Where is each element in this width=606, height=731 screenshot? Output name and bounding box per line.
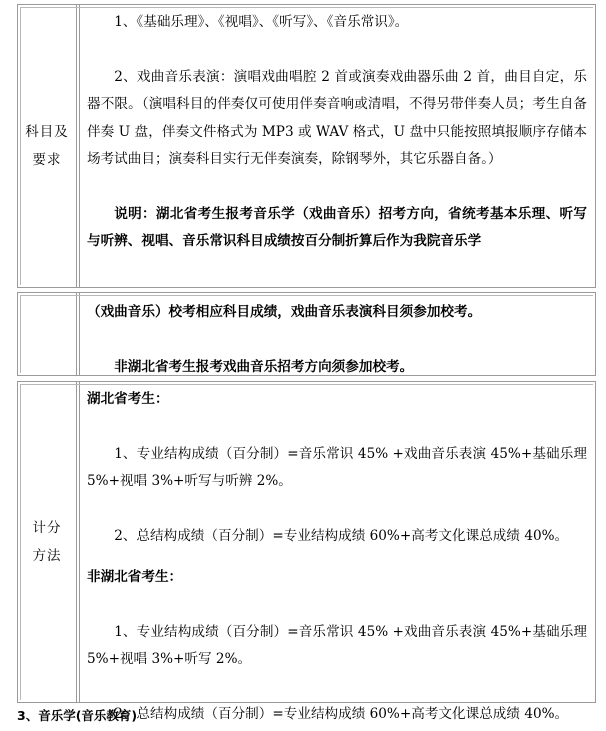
row-label-scoring-method xyxy=(18,382,76,702)
paragraph-spacer xyxy=(87,496,587,523)
heading-hubei-candidates: 湖北省考生： xyxy=(87,391,169,407)
formula-non-hubei-total-score: 2、总结构成绩（百分制）=专业结构成绩 60%+高考文化课总成绩 40%。 xyxy=(114,705,569,722)
paragraph-school-exam-subjects: （戏曲音乐）校考相应科目成绩，戏曲音乐表演科目须参加校考。 xyxy=(87,304,482,320)
row-label-blank xyxy=(18,293,76,375)
row-content-scoring-method xyxy=(81,382,595,722)
row-label-line-1: 科目及 xyxy=(25,124,69,140)
row-label-line-1: 计分 xyxy=(32,520,62,536)
column-divider xyxy=(76,5,81,287)
paragraph-explanation-hubei: 说明：湖北省考生报考音乐学（戏曲音乐）招考方向，省统考基本乐理、听写与听辨、视唱、音乐常识科目成绩按百分制折算后作为我院音乐学 xyxy=(87,205,587,249)
paragraph-spacer xyxy=(87,174,587,201)
row-label-line-2: 要求 xyxy=(32,152,62,168)
row-content-subjects-and-requirements xyxy=(81,5,595,287)
paragraph-opera-music-performance: 2、戏曲音乐表演：演唱戏曲唱腔 2 首或演奏戏曲器乐曲 2 首，曲目自定，乐器不限。（演唱科目的伴奏仅可使用伴奏音响或清唱，不得另带伴奏人员；考生自备伴奏 U 盘，伴奏文件格式为 MP3 或 WAV 格式，U 盘中只能按照填报顺序存储本场考试曲目；演奏科目实行无伴奏演奏，除钢琴外，其它乐器自备。） xyxy=(87,68,587,167)
column-divider xyxy=(76,293,81,375)
row-content-explanation-continuation xyxy=(81,293,595,375)
formula-non-hubei-professional-score: 1、专业结构成绩（百分制）=音乐常识 45% +戏曲音乐表演 45%+基础乐理 5%+视唱 3%+听写 2%。 xyxy=(87,623,587,667)
row-label-line-2: 方法 xyxy=(32,548,62,564)
paragraph-spacer xyxy=(87,592,587,619)
row-label-subjects-and-requirements xyxy=(18,5,76,287)
paragraph-spacer xyxy=(87,674,587,701)
column-divider xyxy=(76,382,81,702)
footer-next-section-heading: 3、音乐学(音乐教育) xyxy=(17,708,138,723)
table-row-explanation-continuation xyxy=(17,292,596,376)
formula-hubei-professional-score: 1、专业结构成绩（百分制）=音乐常识 45% +戏曲音乐表演 45%+基础乐理 5%+视唱 3%+听写与听辨 2%。 xyxy=(87,445,587,489)
heading-non-hubei-candidates: 非湖北省考生： xyxy=(87,569,183,585)
paragraph-spacer xyxy=(87,550,587,564)
paragraph-non-hubei-school-exam: 非湖北省考生报考戏曲音乐招考方向须参加校考。 xyxy=(114,358,414,375)
paragraph-spacer xyxy=(87,37,587,64)
formula-hubei-total-score: 2、总结构成绩（百分制）=专业结构成绩 60%+高考文化课总成绩 40%。 xyxy=(114,527,569,544)
paragraph-spacer xyxy=(87,327,587,354)
table-row-subjects-requirements xyxy=(17,4,596,288)
paragraph-exam-subjects-list: 1、《基础乐理》、《视唱》、《听写》、《音乐常识》。 xyxy=(114,14,409,30)
paragraph-spacer xyxy=(87,414,587,441)
